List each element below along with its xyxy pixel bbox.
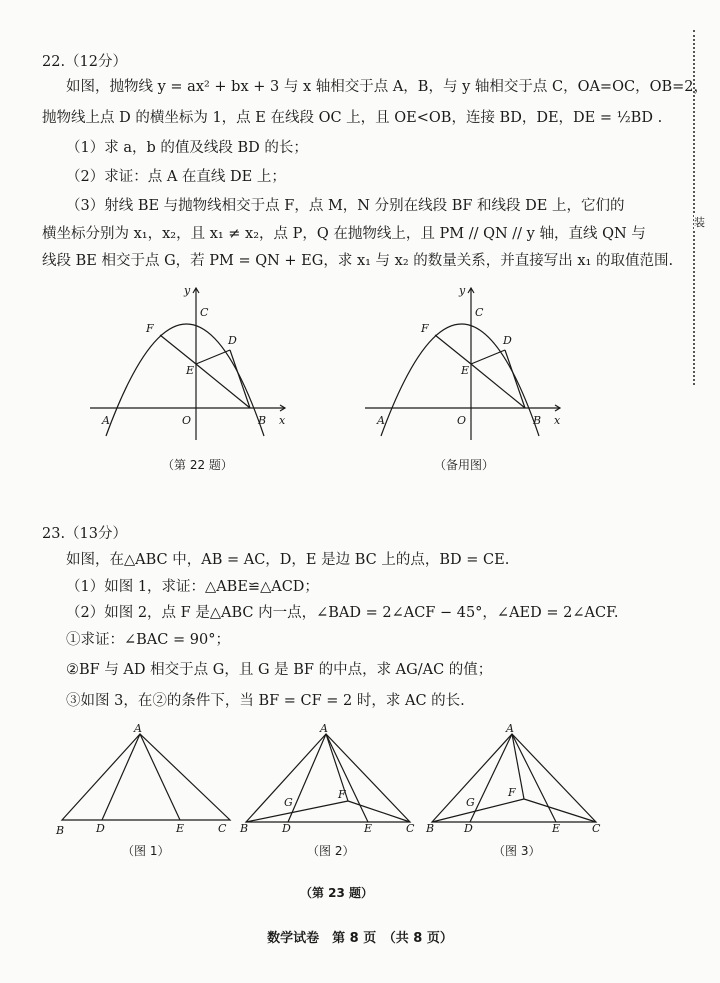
label-g: G (466, 796, 475, 809)
q23-sub1: ①求证：∠BAC = 90°； (66, 632, 230, 648)
q23-header: 23.（13分） (42, 526, 128, 542)
label-f: F (421, 322, 429, 335)
label-f: F (338, 788, 346, 801)
label-e: E (461, 364, 470, 377)
q22-line2: 抛物线上点 D 的横坐标为 1，点 E 在线段 OC 上，且 OE<OB，连接 BD，DE，DE = ½BD . (42, 110, 663, 126)
label-e: E (364, 822, 373, 835)
label-c: C (592, 822, 601, 835)
label-c: C (200, 306, 209, 319)
label-b: B (258, 414, 267, 427)
label-d: D (464, 822, 473, 835)
q22-part3a: （3）射线 BE 与抛物线相交于点 F，点 M，N 分别在线段 BF 和线段 DE 上，它们的 (66, 198, 625, 214)
label-d: D (228, 334, 237, 347)
q22-part3b: 横坐标分别为 x₁，x₂，且 x₁ ≠ x₂，点 P，Q 在抛物线上，且 PM // QN // y 轴，直线 QN 与 (42, 226, 646, 242)
label-b: B (240, 822, 249, 835)
q23-line1: 如图，在△ABC 中，AB = AC，D，E 是边 BC 上的点，BD = CE. (66, 552, 510, 568)
label-d: D (96, 822, 105, 835)
q23-sub2: ②BF 与 AD 相交于点 G，且 G 是 BF 的中点，求 AG/AC 的值； (66, 662, 493, 678)
q22-backup-figure (355, 280, 575, 450)
segment-bf (432, 799, 524, 822)
segment-fe (435, 335, 471, 364)
label-e: E (176, 822, 185, 835)
segment-fe (160, 335, 196, 364)
label-c: C (406, 822, 415, 835)
segment-ae (140, 734, 180, 820)
q23-fig3-caption: （图 3） (493, 844, 541, 858)
label-e: E (186, 364, 195, 377)
label-f: F (146, 322, 154, 335)
label-x: x (279, 414, 286, 427)
q23-sub3: ③如图 3，在②的条件下，当 BF = CF = 2 时，求 AC 的长. (66, 693, 465, 709)
label-o: O (457, 414, 467, 427)
segment-de (471, 350, 505, 364)
label-x: x (554, 414, 561, 427)
segment-ae (326, 734, 368, 822)
q23-figure-1 (50, 722, 240, 842)
label-a: A (134, 722, 142, 735)
label-c: C (218, 822, 227, 835)
q23-figure-3 (424, 722, 609, 842)
label-a: A (320, 722, 328, 735)
q22-figure (80, 280, 300, 450)
label-a: A (377, 414, 385, 427)
label-c: C (475, 306, 484, 319)
segment-ad (102, 734, 140, 820)
label-a: A (102, 414, 110, 427)
q23-caption: （第 23 题） (300, 886, 374, 900)
page-footer: 数学试卷 第 8 页 （共 8 页） (267, 931, 453, 946)
q22-caption: （第 22 题） (162, 458, 233, 472)
q22-line1: 如图，抛物线 y = ax² + bx + 3 与 x 轴相交于点 A，B，与 y 轴相交于点 C，OA=OC，OB=2， (66, 79, 708, 95)
label-f: F (508, 786, 516, 799)
segment-bf (246, 801, 348, 822)
q23-part2: （2）如图 2，点 F 是△ABC 内一点，∠BAD = 2∠ACF − 45°，∠AED = 2∠ACF. (66, 605, 619, 621)
label-y: y (184, 284, 191, 297)
label-d: D (282, 822, 291, 835)
label-b: B (533, 414, 542, 427)
binding-mark: 装 (694, 216, 705, 229)
q23-figure-2 (238, 722, 423, 842)
q22-part3c: 线段 BE 相交于点 G，若 PM = QN + EG，求 x₁ 与 x₂ 的数量关系，并直接写出 x₁ 的取值范围. (42, 253, 674, 269)
q22-part2: （2）求证：点 A 在直线 DE 上； (66, 169, 286, 185)
triangle-abc (246, 734, 410, 822)
q23-part1: （1）如图 1，求证：△ABE≌△ACD； (66, 579, 319, 595)
segment-de (196, 350, 230, 364)
segment-ad (288, 734, 326, 822)
q23-fig1-caption: （图 1） (122, 844, 170, 858)
label-e: E (552, 822, 561, 835)
label-y: y (459, 284, 466, 297)
segment-ad (470, 734, 512, 822)
label-d: D (503, 334, 512, 347)
label-g: G (284, 796, 293, 809)
q22-backup-caption: （备用图） (434, 458, 495, 472)
q22-part1: （1）求 a，b 的值及线段 BD 的长； (66, 140, 308, 156)
q23-fig2-caption: （图 2） (307, 844, 355, 858)
label-b: B (426, 822, 435, 835)
label-b: B (56, 824, 65, 837)
q22-header: 22.（12分） (42, 54, 128, 70)
label-a: A (506, 722, 514, 735)
segment-ae (512, 734, 556, 822)
label-o: O (182, 414, 192, 427)
